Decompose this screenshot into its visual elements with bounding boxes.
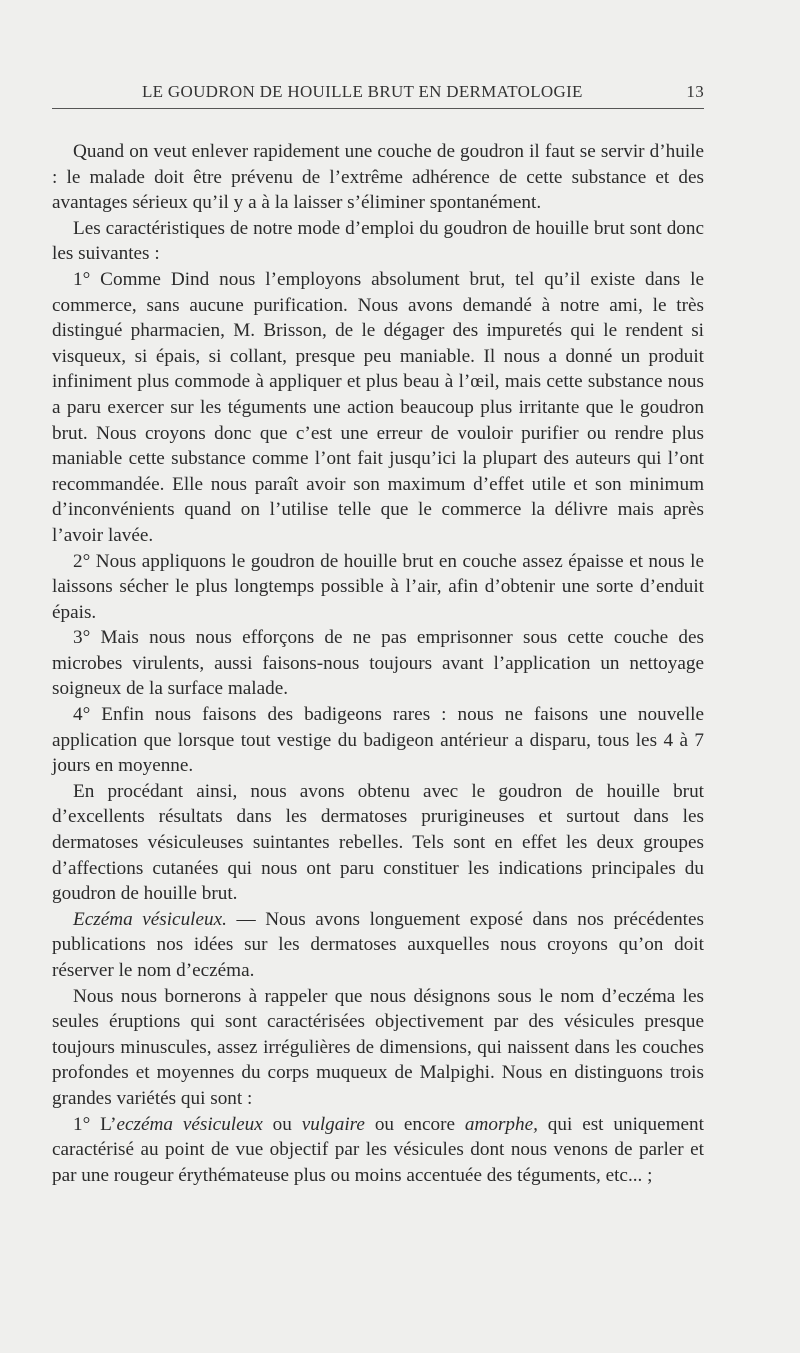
page-number: 13: [686, 82, 704, 101]
paragraph-text: — Nous avons longuement exposé dans nos précédentes publications nos idées sur les dermatoses auxquelles nous croyons qu’on doit réserver le nom d’eczéma.: [52, 908, 704, 981]
paragraph: [52, 907, 704, 984]
paragraph: 1° Comme Dind nous l’employons absolument brut, tel qu’il existe dans le commerce, sans aucune purification. Nous avons demandé à notre ami, le très distingué pharmacien, M. Brisson, de le dégager des impuretés qui le rendent si visqueux, si épais, si collant, presque peu maniable. Il nous a donné un produit infiniment plus commode à appliquer et plus beau à l’œil, mais cette substance nous a paru exercer sur les téguments une action beaucoup plus irritante que le goudron brut. Nous croyons donc que c’est une erreur de vouloir purifier ou rendre plus maniable cette substance comme l’ont fait jusqu’ici la plupart des auteurs qui l’ont recommandée. Elle nous paraît avoir son maximum d’effet utile et son minimum d’inconvénients quand on l’utilise telle que le commerce la délivre mais après l’avoir lavée.: [52, 268, 704, 546]
term: vulgaire: [301, 1113, 365, 1135]
document-page: [52, 80, 704, 1188]
paragraph-text: qui est uniquement caractérisé au point de vue objectif par les vésicules dont nous venons de parler et par une rougeur érythémateuse plus ou moins accentuée des téguments, etc... ;: [52, 1113, 704, 1186]
paragraph: 3° Mais nous nous efforçons de ne pas emprisonner sous cette couche des microbes virulents, aussi faisons-nous toujours avant l’application un nettoyage soigneux de la surface malade.: [52, 627, 704, 700]
paragraph: En procédant ainsi, nous avons obtenu avec le goudron de houille brut d’excellents résultats dans les dermatoses prurigineuses et surtout dans les dermatoses vésiculeuses suintantes rebelles. Tels sont en effet les deux groupes d’affections cutanées qui nous ont paru constituer les indications principales du goudron de houille brut.: [52, 780, 704, 905]
term: eczéma vésiculeux: [116, 1113, 263, 1135]
list-number: 1° L’: [73, 1113, 117, 1135]
paragraph: Nous nous bornerons à rappeler que nous désignons sous le nom d’eczéma les seules éruptions qui sont caractérisées objectivement par des vésicules presque toujours minuscules, assez irrégulières de dimensions, qui naissent dans les couches profondes et moyennes du corps muqueux de Malpighi. Nous en distinguons trois grandes variétés qui sont :: [52, 985, 704, 1109]
running-header: [52, 80, 704, 109]
body-text: [52, 139, 704, 1188]
paragraph: 2° Nous appliquons le goudron de houille brut en couche assez épaisse et nous le laissons sécher le plus longtemps possible à l’air, afin d’obtenir une sorte d’enduit épais.: [52, 550, 704, 623]
paragraph: 4° Enfin nous faisons des badigeons rares : nous ne faisons une nouvelle application que lorsque tout vestige du badigeon antérieur a disparu, tous les 4 à 7 jours en moyenne.: [52, 704, 704, 777]
term: amorphe,: [464, 1113, 538, 1135]
paragraph: Quand on veut enlever rapidement une couche de goudron il faut se servir d’huile : le malade doit être prévenu de l’extrême adhérence de cette substance et des avantages sérieux qu’il y a à la laisser s’éliminer spontanément.: [52, 141, 704, 214]
paragraph: [52, 1112, 704, 1189]
paragraph: Les caractéristiques de notre mode d’emploi du goudron de houille brut sont donc les suivantes :: [52, 217, 704, 265]
section-heading: Eczéma vésiculeux.: [73, 908, 227, 930]
connector: ou encore: [364, 1113, 465, 1135]
connector: ou: [262, 1113, 302, 1135]
running-title: LE GOUDRON DE HOUILLE BRUT EN DERMATOLOGIE: [142, 82, 583, 101]
